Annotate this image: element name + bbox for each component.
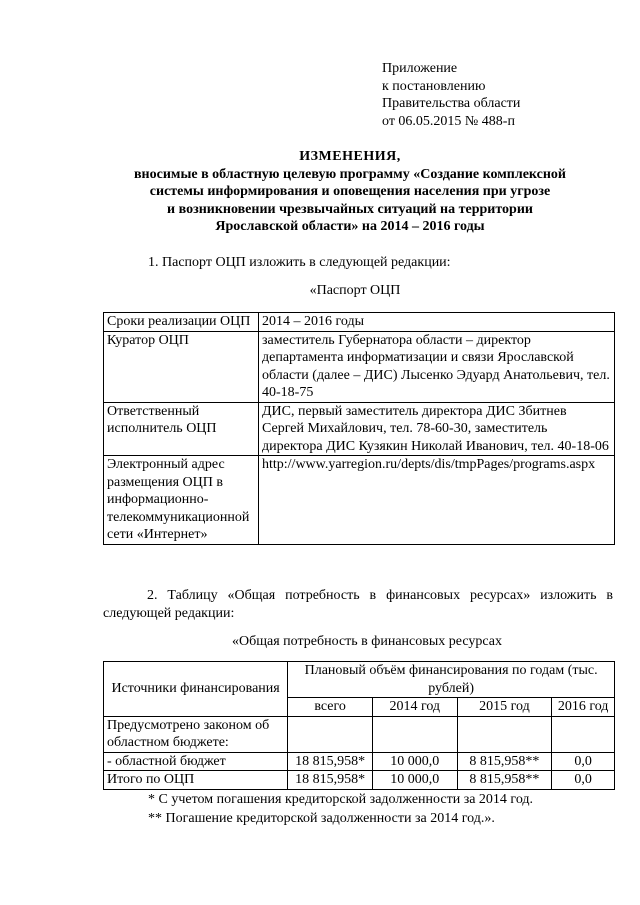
title-line: Ярославской области» на 2014 – 2016 годы [215, 219, 485, 234]
appendix-line: Приложение [382, 61, 458, 76]
appendix-line: Правительства области [382, 96, 521, 111]
title-heading: ИЗМЕНЕНИЯ, [299, 149, 401, 164]
passport-label: Электронный адрес размещения ОЦП в информационно-телекоммуникационной сети «Интернет» [104, 456, 259, 545]
empty-cell [457, 716, 552, 752]
table-row [104, 402, 615, 456]
empty-cell [552, 716, 615, 752]
passport-value: ДИС, первый заместитель директора ДИС Збитнев Сергей Михайлович, тел. 78-60-30, заместитель директора ДИС Кузякин Николай Иванович, тел. 40-18-06 [259, 402, 615, 456]
empty-cell [288, 716, 373, 752]
cell-total: 18 815,958* [288, 752, 373, 771]
finance-caption: «Общая потребность в финансовых ресурсах [232, 634, 502, 649]
table-row [104, 716, 615, 752]
passport-value-link: http://www.yarregion.ru/depts/dis/tmpPages/programs.aspx [259, 456, 615, 545]
empty-cell [372, 716, 457, 752]
table-row [104, 771, 615, 790]
header-source: Источники финансирования [104, 662, 288, 717]
header-2014: 2014 год [372, 698, 457, 717]
title-line: и возникновении чрезвычайных ситуаций на территории [167, 201, 533, 217]
passport-table [103, 312, 615, 545]
row-law-label: Предусмотрено законом об областном бюджете: [104, 716, 288, 752]
passport-caption: «Паспорт ОЦП [309, 283, 401, 298]
header-2016: 2016 год [552, 698, 615, 717]
table-row [104, 313, 615, 332]
appendix-header [382, 60, 520, 130]
appendix-line: к постановлению [382, 78, 486, 94]
item-1-text: 1. Паспорт ОЦП изложить в следующей редакции: [148, 255, 451, 270]
passport-value: заместитель Губернатора области – директор департамента информатизации и связи Ярославской области (далее – ДИС) Лысенко Эдуард Анатольевич, тел. 40-18-75 [259, 331, 615, 402]
header-2015: 2015 год [457, 698, 552, 717]
cell-2014: 10 000,0 [372, 752, 457, 771]
cell-2015: 8 815,958** [457, 771, 552, 790]
finance-table [103, 661, 615, 790]
title-line: вносимые в областную целевую программу «Создание комплексной [134, 166, 566, 182]
passport-value: 2014 – 2016 годы [259, 313, 615, 332]
appendix-line: от 06.05.2015 № 488-п [382, 113, 515, 129]
cell-2016: 0,0 [552, 771, 615, 790]
table-header-row [104, 662, 615, 698]
table-row [104, 752, 615, 771]
header-plan: Плановый объём финансирования по годам (тыс. рублей) [288, 662, 615, 698]
passport-label: Ответственный исполнитель ОЦП [104, 402, 259, 456]
passport-label: Куратор ОЦП [104, 331, 259, 402]
item-2-text: 2. Таблицу «Общая потребность в финансовых ресурсах» изложить в следующей редакции: [103, 588, 613, 621]
row-source: - областной бюджет [104, 752, 288, 771]
cell-total: 18 815,958* [288, 771, 373, 790]
document-title [90, 148, 610, 236]
table-row [104, 331, 615, 402]
footnote: ** Погашение кредиторской задолженности за 2014 год.». [148, 811, 495, 826]
passport-label: Сроки реализации ОЦП [104, 313, 259, 332]
cell-2016: 0,0 [552, 752, 615, 771]
footnotes [148, 790, 533, 828]
row-source: Итого по ОЦП [104, 771, 288, 790]
title-line: системы информирования и оповещения населения при угрозе [149, 184, 551, 199]
header-total: всего [288, 698, 373, 717]
cell-2014: 10 000,0 [372, 771, 457, 790]
cell-2015: 8 815,958** [457, 752, 552, 771]
footnote: * С учетом погашения кредиторской задолженности за 2014 год. [148, 792, 534, 807]
table-row [104, 456, 615, 545]
